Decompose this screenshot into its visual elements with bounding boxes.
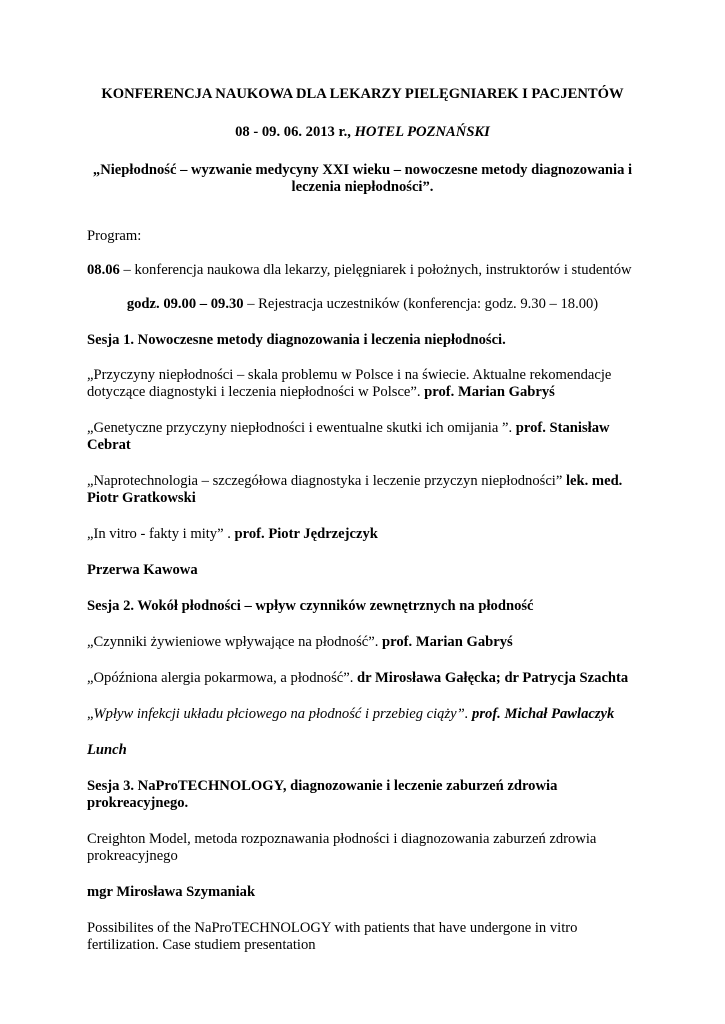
registration-text: – Rejestracja uczestników (konferencja: godz. 9.30 – 18.00) xyxy=(243,296,599,312)
session-3-talk-2: Possibilites of the NaProTECHNOLOGY with patients that have undergone in vitro fertilization. Case studiem presentation xyxy=(87,920,578,953)
talk-title: „Opóźniona alergia pokarmowa, a płodność”. xyxy=(87,670,358,686)
talk-speaker: dr Mirosława Gałęcka; dr Patrycja Szachta xyxy=(357,670,629,686)
coffee-break: Przerwa Kawowa xyxy=(87,562,198,578)
registration xyxy=(87,296,638,313)
conference-venue: HOTEL POZNAŃSKI xyxy=(354,124,490,140)
session-1-talk-2 xyxy=(87,420,638,454)
session-2-talk-2 xyxy=(87,670,638,687)
talk-speaker: prof. Marian Gabryś xyxy=(382,634,513,650)
session-1-talk-3 xyxy=(87,473,638,507)
subtitle-line-2: leczenia niepłodności”. xyxy=(291,179,434,195)
talk-speaker: prof. Stanisław Cebrat xyxy=(87,420,610,453)
session-2-talk-1 xyxy=(87,634,638,651)
talk-title: Wpływ infekcji układu płciowego na płodność i przebieg ciąży”. xyxy=(93,706,473,722)
talk-speaker: prof. Piotr Jędrzejczyk xyxy=(234,526,378,542)
session-1-title: Sesja 1. Nowoczesne metody diagnozowania i leczenia niepłodności. xyxy=(87,332,506,348)
conference-title: KONFERENCJA NAUKOWA DLA LEKARZY PIELĘGNIAREK I PACJENTÓW xyxy=(101,86,624,102)
talk-title: „Przyczyny niepłodności – skala problemu w Polsce i na świecie. Aktualne rekomendacje dotyczące diagnostyki i leczenia niepłodności w Polsce”. xyxy=(87,367,612,400)
session-2-talk-3 xyxy=(87,706,638,723)
talk-title: „In vitro - fakty i mity” . xyxy=(87,526,235,542)
conference-date: 08 - 09. 06. 2013 r., xyxy=(235,124,355,140)
talk-quote: „ xyxy=(87,706,94,722)
registration-time: godz. 09.00 – 09.30 xyxy=(126,296,244,312)
session-1-talk-1 xyxy=(87,367,638,401)
day-description: – konferencja naukowa dla lekarzy, pielęgniarek i położnych, instruktorów i studentów xyxy=(119,262,632,278)
conference-subtitle xyxy=(87,162,638,196)
talk-title: „Genetyczne przyczyny niepłodności i ewentualne skutki ich omijania ”. xyxy=(87,420,516,436)
session-1-talk-4 xyxy=(87,526,638,543)
session-3-speaker: mgr Mirosława Szymaniak xyxy=(87,884,256,900)
lunch-break: Lunch xyxy=(87,742,127,758)
conference-date-venue xyxy=(87,124,638,141)
talk-title: „Czynniki żywieniowe wpływające na płodność”. xyxy=(87,634,383,650)
session-2-title: Sesja 2. Wokół płodności – wpływ czynników zewnętrznych na płodność xyxy=(87,598,534,614)
program-label: Program: xyxy=(87,228,142,244)
day-date: 08.06 xyxy=(87,262,120,278)
talk-speaker: lek. med. Piotr Gratkowski xyxy=(87,473,623,506)
talk-title: „Naprotechnologia – szczegółowa diagnostyka i leczenie przyczyn niepłodności” xyxy=(87,473,566,489)
subtitle-line-1: „Niepłodność – wyzwanie medycyny XXI wieku – nowoczesne metody diagnozowania i xyxy=(92,162,633,178)
program-day xyxy=(87,262,638,279)
talk-speaker: prof. Michał Pawlaczyk xyxy=(472,706,615,722)
talk-speaker: prof. Marian Gabryś xyxy=(424,384,555,400)
session-3-title: Sesja 3. NaProTECHNOLOGY, diagnozowanie i leczenie zaburzeń zdrowia prokreacyjnego. xyxy=(87,778,558,811)
session-3-talk-1: Creighton Model, metoda rozpoznawania płodności i diagnozowania zaburzeń zdrowia prokreacyjnego xyxy=(87,831,597,864)
